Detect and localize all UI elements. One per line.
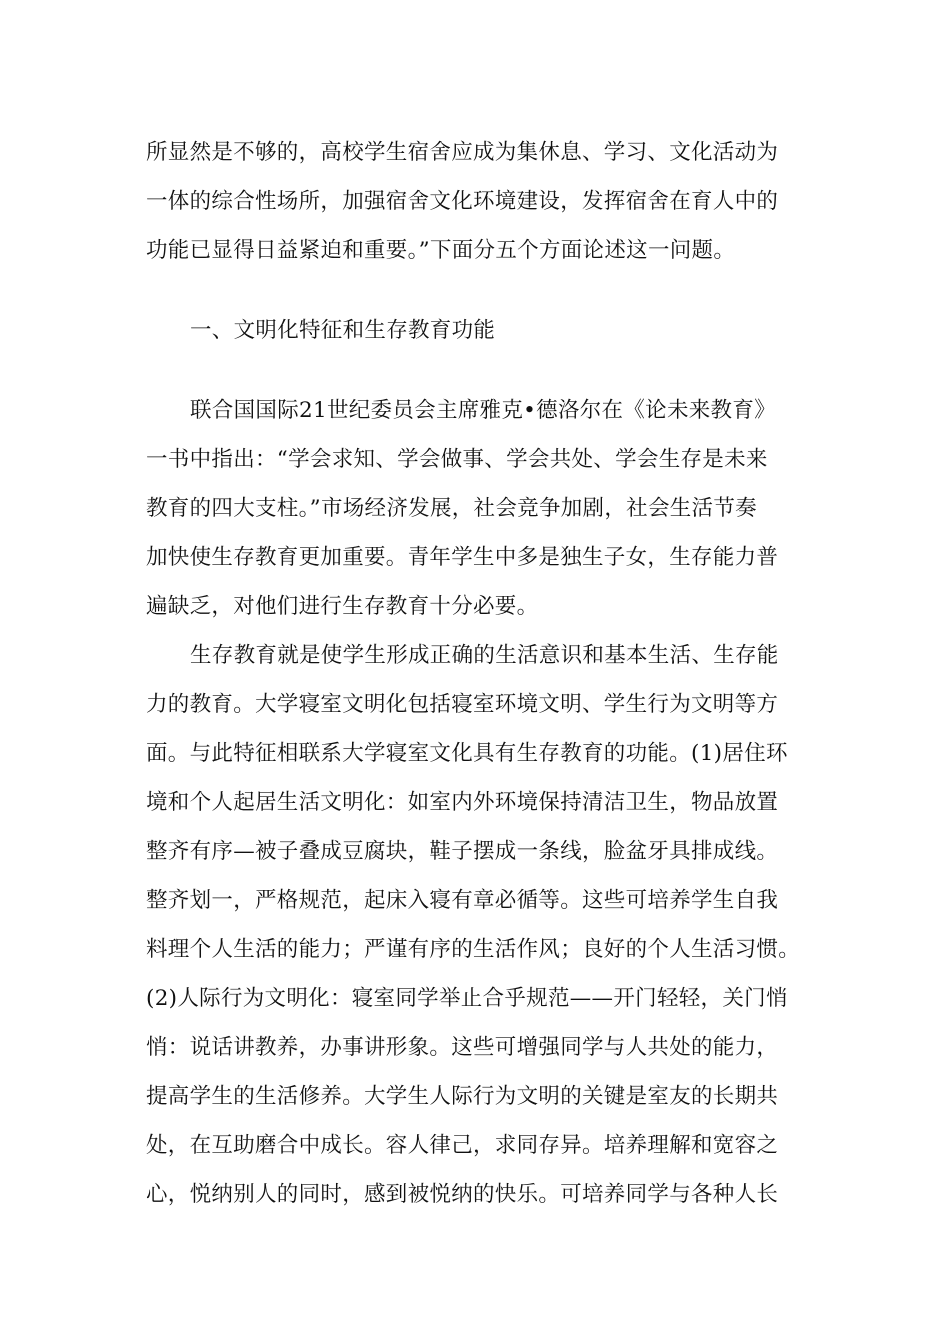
text-line: 联合国国际21世纪委员会主席雅克•德洛尔在《论未来教育》 xyxy=(190,398,776,423)
text-line: 心，悦纳别人的同时，感到被悦纳的快乐。可培养同学与各种人长 xyxy=(146,1182,779,1207)
text-line: 提高学生的生活修养。大学生人际行为文明的关键是室友的长期共 xyxy=(146,1084,779,1109)
text-line: 力的教育。大学寝室文明化包括寝室环境文明、学生行为文明等方 xyxy=(146,692,779,717)
text-line: 面。与此特征相联系大学寝室文化具有生存教育的功能。(1)居住环 xyxy=(146,741,788,766)
text-line: 整齐有序—被子叠成豆腐块，鞋子摆成一条线，脸盆牙具排成线。 xyxy=(146,839,779,864)
paragraph-gap xyxy=(146,355,818,386)
text-line: 加快使生存教育更加重要。青年学生中多是独生子女，生存能力普 xyxy=(146,545,779,570)
text-line: 境和个人起居生活文明化：如室内外环境保持清洁卫生，物品放置 xyxy=(146,790,779,815)
paragraph-gap xyxy=(146,275,818,306)
text-line: 教育的四大支柱。”市场经济发展，社会竞争加剧，社会生活节奏 xyxy=(146,496,757,521)
text-line: 整齐划一，严格规范，起床入寝有章必循等。这些可培养学生自我 xyxy=(146,888,779,913)
text-line: 所显然是不够的，高校学生宿舍应成为集休息、学习、文化活动为 xyxy=(146,140,779,165)
text-line: 生存教育就是使学生形成正确的生活意识和基本生活、生存能 xyxy=(190,643,779,668)
text-line: 遍缺乏，对他们进行生存教育十分必要。 xyxy=(146,594,539,619)
text-line: (2)人际行为文明化：寝室同学举止合乎规范——开门轻轻，关门悄 xyxy=(146,986,788,1011)
text-line: 一书中指出：“学会求知、学会做事、学会共处、学会生存是未来 xyxy=(146,447,768,472)
text-line: 料理个人生活的能力；严谨有序的生活作风；良好的个人生活习惯。 xyxy=(146,937,801,962)
text-line: 功能已显得日益紧迫和重要。”下面分五个方面论述这一问题。 xyxy=(146,238,736,263)
text-line: 一体的综合性场所，加强宿舍文化环境建设，发挥宿舍在育人中的 xyxy=(146,189,779,214)
text-line: 悄：说话讲教养，办事讲形象。这些可增强同学与人共处的能力， xyxy=(146,1035,779,1060)
document-body xyxy=(146,128,818,1219)
text-line: 处，在互助磨合中成长。容人律己，求同存异。培养理解和宽容之 xyxy=(146,1133,779,1158)
section-heading: 一、文明化特征和生存教育功能 xyxy=(190,318,496,343)
